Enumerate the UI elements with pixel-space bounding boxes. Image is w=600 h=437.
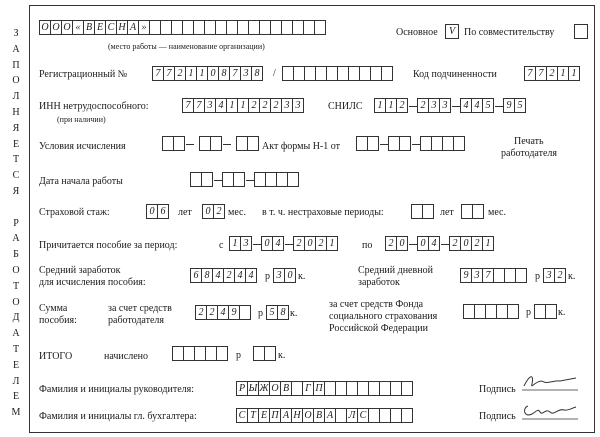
form-cell[interactable]: 7 — [152, 66, 164, 81]
form-cell[interactable] — [507, 304, 519, 319]
vertical-label-char: Л — [12, 375, 20, 387]
form-cell[interactable]: 0 — [304, 236, 316, 251]
form-cell[interactable]: 0 — [202, 204, 214, 219]
form-cell[interactable]: 2 — [259, 98, 271, 113]
dash-separator — [452, 106, 460, 107]
form-cell[interactable]: 4 — [215, 98, 227, 113]
form-cell[interactable]: 5 — [266, 305, 278, 320]
form-cell[interactable]: В — [83, 20, 95, 35]
vertical-label-char: Н — [12, 107, 20, 118]
cell-group[interactable] — [229, 236, 251, 251]
form-cell[interactable]: 2 — [270, 98, 282, 113]
employer-label-line2: работодателя — [108, 315, 165, 326]
form-cell[interactable] — [287, 172, 299, 187]
form-cell[interactable]: 2 — [385, 236, 397, 251]
form-cell[interactable]: 2 — [449, 236, 461, 251]
fund-label-line3: Российской Федерации — [329, 323, 429, 334]
form-cell[interactable]: 2 — [315, 236, 327, 251]
daily-label-line2: заработок — [358, 277, 400, 288]
form-cell[interactable]: 7 — [535, 66, 547, 81]
form-cell[interactable]: 2 — [195, 305, 207, 320]
form-cell[interactable]: 7 — [482, 268, 494, 283]
cell-group[interactable] — [449, 236, 493, 251]
form-cell[interactable]: Ж — [259, 383, 269, 394]
dash-separator — [186, 144, 194, 145]
cell-group[interactable] — [261, 236, 283, 251]
form-cell[interactable]: Ы — [248, 383, 258, 394]
inn-cells[interactable] — [182, 98, 303, 113]
employer-label-line1: за счет средств — [108, 303, 172, 314]
accountant-name-cells[interactable] — [236, 408, 412, 423]
form-cell[interactable]: » — [138, 20, 150, 35]
form-cell[interactable]: 1 — [557, 66, 569, 81]
cell-group[interactable] — [385, 236, 407, 251]
form-cell[interactable] — [210, 136, 222, 151]
avg-label-line2: для исчисления пособия: — [39, 277, 146, 288]
vertical-label-char: А — [12, 328, 20, 340]
form-cell[interactable]: 3 — [273, 268, 285, 283]
period-from-label: с — [219, 240, 224, 251]
vertical-label-char: Е — [12, 138, 20, 150]
form-cell[interactable]: 1 — [185, 66, 197, 81]
form-cell[interactable]: 2 — [417, 98, 429, 113]
total-label: ИТОГО — [39, 351, 73, 362]
form-cell[interactable]: 4 — [428, 236, 440, 251]
total-kop-cells[interactable] — [253, 346, 275, 361]
form-cell[interactable]: 3 — [543, 268, 555, 283]
form-cell[interactable]: 1 — [374, 98, 386, 113]
cell-group[interactable] — [190, 172, 212, 187]
form-cell[interactable]: 4 — [212, 268, 224, 283]
form-cell[interactable]: 7 — [163, 66, 175, 81]
form-cell[interactable]: 0 — [207, 66, 219, 81]
form-cell[interactable]: О — [39, 20, 51, 35]
form-cell[interactable]: 2 — [396, 98, 408, 113]
form-cell[interactable]: 8 — [201, 268, 213, 283]
form-cell[interactable]: 4 — [217, 305, 229, 320]
form-cell[interactable]: 9 — [228, 305, 240, 320]
vertical-label-char: А — [12, 43, 20, 55]
conditions-label: Условия исчисления — [39, 141, 126, 152]
form-cell[interactable]: 3 — [204, 98, 216, 113]
sum-label-line1: Сумма — [39, 303, 68, 314]
insurance-label: Страховой стаж: — [39, 207, 110, 218]
avg-kop-label: к. — [298, 271, 306, 282]
avg-rub-cells[interactable] — [190, 268, 256, 283]
form-cell[interactable]: 4 — [272, 236, 284, 251]
vertical-label-char: О — [12, 265, 20, 276]
form-cell[interactable]: 1 — [229, 236, 241, 251]
form-cell[interactable] — [399, 136, 411, 151]
form-cell[interactable]: О — [61, 20, 73, 35]
director-label: Фамилия и инициалы руководителя: — [39, 384, 195, 395]
vertical-label-char: С — [12, 170, 20, 182]
fund-rub-cells[interactable] — [463, 304, 518, 319]
vertical-label-char: Т — [12, 280, 20, 292]
stamp-line1: Печать — [514, 136, 544, 147]
form-cell[interactable]: 7 — [229, 66, 241, 81]
form-cell[interactable] — [401, 408, 413, 423]
form-cell[interactable]: 6 — [157, 204, 169, 219]
form-cell[interactable]: 4 — [460, 98, 472, 113]
subordination-cells[interactable] — [524, 66, 579, 81]
form-cell[interactable]: А — [324, 408, 336, 423]
sum-label-line2: пособия: — [39, 315, 77, 326]
vertical-label-char: О — [12, 75, 20, 87]
form-cell[interactable]: Р — [236, 381, 248, 396]
cell-group[interactable] — [388, 136, 410, 151]
form-cell[interactable]: В — [313, 408, 325, 423]
form-cell[interactable] — [216, 346, 228, 361]
director-sign-label: Подпись — [479, 384, 516, 395]
form-cell[interactable]: 9 — [460, 268, 472, 283]
form-cell[interactable]: В — [280, 381, 292, 396]
daily-rub-cells[interactable] — [460, 268, 526, 283]
form-cell[interactable]: 4 — [234, 268, 246, 283]
vertical-label-char: Д — [12, 312, 20, 324]
cell-group[interactable] — [420, 136, 464, 151]
director-signature — [520, 370, 580, 392]
director-name-cells[interactable] — [236, 381, 412, 396]
vertical-label-char: М — [11, 407, 21, 419]
form-cell[interactable]: А — [280, 408, 292, 423]
form-cell[interactable]: 1 — [326, 236, 338, 251]
dash-separator — [246, 180, 254, 181]
form-cell[interactable]: О — [50, 20, 62, 35]
insurance-months-label: мес. — [228, 207, 246, 218]
form-cell[interactable] — [545, 304, 557, 319]
registration-label: Регистрационный № — [39, 69, 128, 80]
employer-kop-label: к. — [290, 308, 298, 319]
fund-label-line2: социального страхования — [329, 311, 438, 322]
start-date-label: Дата начала работы — [39, 176, 123, 187]
dash-separator — [412, 144, 420, 145]
vertical-label-char: Я — [12, 122, 20, 134]
form-cell[interactable]: А — [127, 20, 139, 35]
form-cell[interactable]: 6 — [190, 268, 202, 283]
form-cell[interactable]: 4 — [471, 98, 483, 113]
form-cell[interactable] — [515, 268, 527, 283]
dash-separator — [441, 244, 449, 245]
dash-separator — [380, 144, 388, 145]
avg-label-line1: Средний заработок — [39, 265, 121, 276]
form-cell[interactable]: 1 — [196, 66, 208, 81]
form-cell[interactable]: 7 — [193, 98, 205, 113]
daily-rub-label: р — [535, 271, 540, 282]
cell-group[interactable] — [293, 236, 337, 251]
cell-group[interactable] — [417, 98, 450, 113]
form-cell[interactable]: « — [72, 20, 84, 35]
insurance-months-cells[interactable] — [202, 204, 224, 219]
employer-rub-cells[interactable] — [195, 305, 250, 320]
non-insurance-years-label: лет — [440, 207, 454, 218]
form-cell[interactable]: 2 — [213, 204, 225, 219]
workplace-caption: (место работы — наименование организации) — [108, 42, 265, 51]
form-cell[interactable]: 7 — [182, 98, 194, 113]
vertical-label-char: Т — [12, 154, 20, 166]
inn-caption: (при наличии) — [57, 115, 106, 124]
form-cell[interactable]: 2 — [293, 236, 305, 251]
form-cell[interactable]: 2 — [206, 305, 218, 320]
dash-separator — [409, 244, 417, 245]
cell-group[interactable] — [503, 98, 525, 113]
fund-kop-cells[interactable] — [534, 304, 556, 319]
form-cell[interactable] — [173, 136, 185, 151]
accountant-label: Фамилия и инициалы гл. бухгалтера: — [39, 411, 197, 422]
total-rub-label: р — [236, 350, 241, 361]
form-cell[interactable]: 3 — [240, 236, 252, 251]
form-cell[interactable] — [247, 136, 259, 151]
registration-extra-cells[interactable] — [282, 66, 392, 81]
insurance-years-label: лет — [178, 207, 192, 218]
form-cell[interactable]: 3 — [292, 98, 304, 113]
accountant-sign-label: Подпись — [479, 411, 516, 422]
non-insurance-label: в т. ч. нестраховые периоды: — [262, 207, 384, 218]
form-cell[interactable]: 0 — [146, 204, 158, 219]
total-sub-label: начислено — [104, 351, 148, 362]
form-cell[interactable]: 8 — [277, 305, 289, 320]
employer-rub-label: р — [258, 308, 263, 319]
main-job-checkbox[interactable]: V — [445, 24, 458, 39]
form-cell[interactable]: П — [269, 408, 281, 423]
registration-slash: / — [273, 68, 276, 79]
form-cell[interactable]: 9 — [503, 98, 515, 113]
employer-kop-cells[interactable] — [266, 305, 288, 320]
form-cell[interactable]: О — [302, 408, 314, 423]
form-cell[interactable]: П — [313, 381, 325, 396]
form-cell[interactable]: 1 — [226, 98, 238, 113]
cell-group[interactable] — [236, 136, 258, 151]
fund-label-line1: за счет средств Фонда — [329, 299, 424, 310]
dash-separator — [285, 244, 293, 245]
daily-label-line1: Средний дневной — [358, 265, 433, 276]
form-cell[interactable]: 1 — [568, 66, 580, 81]
form-cell[interactable] — [264, 346, 276, 361]
non-insurance-months-label: мес. — [488, 207, 506, 218]
form-cell[interactable]: 2 — [546, 66, 558, 81]
non-insurance-months-cells[interactable] — [461, 204, 483, 219]
form-cell[interactable]: 0 — [396, 236, 408, 251]
period-label: Причитается пособие за период: — [39, 240, 178, 251]
form-cell[interactable]: 0 — [417, 236, 429, 251]
form-cell[interactable]: 3 — [439, 98, 451, 113]
cell-group[interactable] — [222, 172, 244, 187]
form-cell[interactable]: 1 — [237, 98, 249, 113]
fund-kop-label: к. — [558, 307, 566, 318]
form-cell[interactable] — [367, 136, 379, 151]
snils-label: СНИЛС — [328, 101, 363, 112]
form-cell[interactable]: 0 — [460, 236, 472, 251]
form-cell[interactable]: 0 — [261, 236, 273, 251]
form-cell[interactable]: 7 — [524, 66, 536, 81]
non-insurance-years-cells[interactable] — [411, 204, 433, 219]
dash-separator — [253, 244, 261, 245]
form-cell[interactable]: 1 — [482, 236, 494, 251]
cell-group[interactable] — [162, 136, 184, 151]
avg-rub-label: р — [265, 271, 270, 282]
daily-kop-cells[interactable] — [543, 268, 565, 283]
vertical-label-char: Б — [13, 249, 19, 261]
form-cell[interactable] — [381, 66, 393, 81]
form-cell[interactable]: О — [269, 381, 281, 396]
vertical-label-char: Е — [12, 359, 20, 371]
form-cell[interactable]: 8 — [218, 66, 230, 81]
form-cell[interactable]: Н — [291, 408, 303, 423]
form-cell[interactable]: Е — [94, 20, 106, 35]
cell-group[interactable] — [417, 236, 439, 251]
stamp-line2: работодателя — [501, 148, 558, 159]
cell-group[interactable] — [460, 98, 493, 113]
cell-group[interactable] — [374, 98, 407, 113]
secondary-job-checkbox[interactable] — [574, 24, 587, 39]
vertical-label-char: З — [13, 28, 19, 39]
form-cell[interactable] — [453, 136, 465, 151]
main-job-label: Основное — [396, 27, 438, 38]
cell-group[interactable] — [254, 172, 298, 187]
form-cell[interactable] — [233, 172, 245, 187]
daily-kop-label: к. — [568, 271, 576, 282]
form-cell[interactable]: 3 — [428, 98, 440, 113]
accountant-signature — [520, 398, 580, 422]
dash-separator — [495, 106, 503, 107]
form-cell[interactable]: 3 — [281, 98, 293, 113]
form-cell[interactable]: Е — [258, 408, 270, 423]
vertical-label-char: О — [12, 296, 20, 308]
dash-separator — [214, 180, 222, 181]
dash-separator — [223, 144, 231, 145]
form-cell[interactable]: Л — [346, 408, 358, 423]
registration-cells[interactable] — [152, 66, 262, 81]
form-cell[interactable]: С — [105, 20, 117, 35]
form-cell[interactable]: 8 — [251, 66, 263, 81]
vertical-label-char: Р — [13, 217, 19, 229]
form-cell[interactable] — [239, 305, 251, 320]
form-cell[interactable]: 2 — [554, 268, 566, 283]
form-cell[interactable]: 2 — [471, 236, 483, 251]
vertical-label-char: Т — [12, 344, 20, 355]
form-cell[interactable]: Н — [116, 20, 128, 35]
total-rub-cells[interactable] — [172, 346, 227, 361]
vertical-label-char: Я — [12, 186, 20, 197]
period-to-label: по — [362, 240, 373, 251]
form-cell[interactable]: С — [357, 408, 369, 423]
form-cell[interactable]: 2 — [248, 98, 260, 113]
total-kop-label: к. — [278, 350, 286, 361]
vertical-label-char: П — [12, 59, 20, 71]
vertical-label-char: А — [12, 233, 20, 245]
form-cell[interactable]: 2 — [174, 66, 186, 81]
form-cell[interactable]: Г — [302, 381, 314, 396]
insurance-years-cells[interactable] — [146, 204, 168, 219]
form-cell[interactable]: С — [236, 408, 248, 423]
form-cell[interactable] — [314, 20, 326, 35]
form-cell[interactable]: 5 — [514, 98, 526, 113]
form-cell[interactable]: 3 — [240, 66, 252, 81]
avg-kop-cells[interactable] — [273, 268, 295, 283]
subordination-label: Код подчиненности — [413, 69, 497, 80]
form-cell[interactable]: 0 — [284, 268, 296, 283]
cell-group[interactable] — [356, 136, 378, 151]
form-cell[interactable]: 1 — [385, 98, 397, 113]
form-cell[interactable] — [401, 381, 413, 396]
form-cell[interactable]: 2 — [223, 268, 235, 283]
vertical-label-char: Л — [12, 91, 20, 103]
fund-rub-label: р — [526, 307, 531, 318]
form-cell[interactable] — [201, 172, 213, 187]
act-label: Акт формы Н-1 от — [262, 141, 340, 152]
form-cell[interactable]: 3 — [471, 268, 483, 283]
form-cell[interactable]: Т — [247, 408, 259, 423]
form-cell[interactable]: 4 — [245, 268, 257, 283]
form-cell[interactable] — [472, 204, 484, 219]
workplace-name-cells[interactable] — [39, 20, 325, 35]
vertical-label-char: Е — [12, 391, 20, 403]
secondary-job-label: По совместительству — [464, 27, 555, 38]
inn-label: ИНН нетрудоспособного: — [39, 101, 149, 112]
cell-group[interactable] — [199, 136, 221, 151]
form-cell[interactable] — [422, 204, 434, 219]
dash-separator — [409, 106, 417, 107]
form-cell[interactable]: 5 — [482, 98, 494, 113]
